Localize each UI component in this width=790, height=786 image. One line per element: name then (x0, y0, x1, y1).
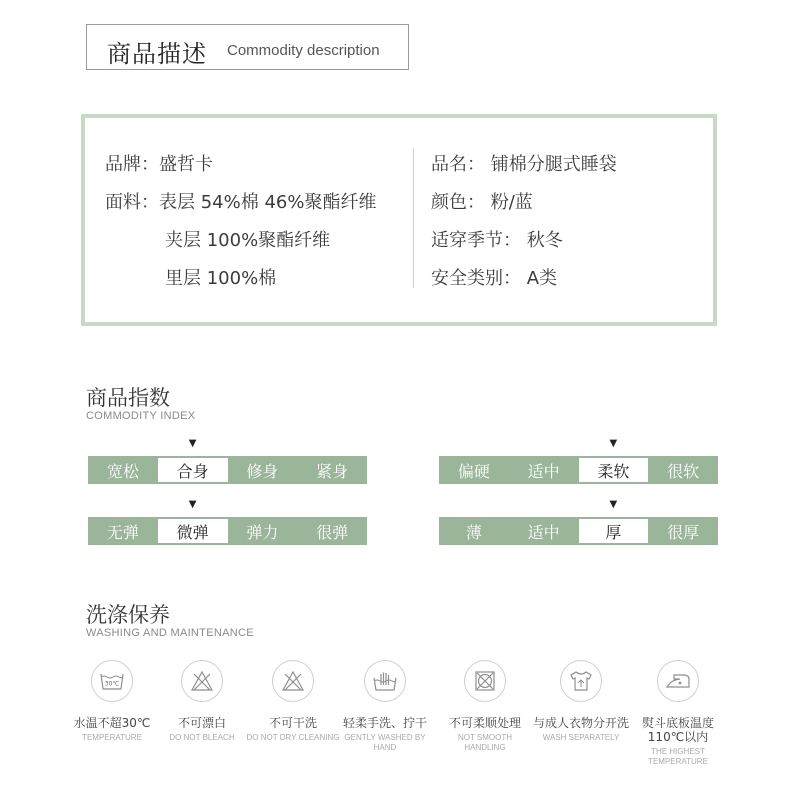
index-option-selected (579, 438, 649, 482)
no-tumble-icon (473, 669, 497, 693)
index-title: 商品指数 (86, 386, 170, 410)
index-option (88, 456, 158, 484)
care-label: 与成人衣物分开洗 (533, 716, 630, 730)
selection-marker-icon: ▼ (188, 499, 197, 510)
care-label-en: DO NOT DRY CLEANING (246, 733, 340, 742)
info-safety: 安全类别： A类 (431, 268, 558, 289)
index-option-label: 合身 (176, 461, 209, 481)
care-item-no-smooth (437, 660, 533, 753)
index-option-label: 紧身 (316, 461, 349, 481)
index-option-label: 修身 (246, 461, 279, 481)
care-item-iron (630, 660, 726, 767)
care-item-no-bleach (154, 660, 250, 743)
care-item-no-dry-clean (245, 660, 341, 743)
hand-wash-icon (372, 670, 398, 692)
index-option-label: 无弹 (106, 522, 139, 542)
care-subtitle: WASHING AND MAINTENANCE (86, 627, 254, 639)
index-option-label: 宽松 (106, 461, 139, 481)
care-label-en: THE HIGHEST TEMPERATURE (648, 747, 708, 766)
index-option-label: 薄 (465, 522, 482, 542)
selection-marker-icon: ▼ (609, 438, 618, 449)
index-bar-thickness (439, 499, 718, 545)
no-bleach-icon (190, 670, 214, 692)
care-label: 轻柔手洗、拧干 (342, 716, 427, 730)
index-option-label: 柔软 (597, 461, 630, 481)
index-option-label: 很软 (667, 461, 700, 481)
section-title: 商品描述 (107, 40, 207, 68)
product-info-box (81, 114, 717, 326)
care-circle (364, 660, 406, 702)
section-title-box (86, 24, 409, 70)
index-option-label: 偏硬 (457, 461, 490, 481)
care-label: 不可柔顺处理 (448, 716, 521, 730)
index-option (509, 517, 579, 545)
care-label-en: GENTLY WASHED BY HAND (344, 733, 426, 752)
index-option-label: 厚 (605, 522, 622, 542)
wash-30-icon (100, 671, 124, 691)
section-title-en: Commodity description (227, 42, 380, 59)
index-option (88, 517, 158, 545)
index-option-label: 很弹 (316, 522, 349, 542)
index-bar-softness (439, 438, 718, 484)
wash-temp-label: 30℃ (104, 680, 120, 688)
info-divider (413, 148, 414, 288)
care-title: 洗涤保养 (86, 603, 170, 627)
care-label: 不可干洗 (268, 716, 317, 730)
index-option (297, 517, 367, 545)
selection-marker-icon: ▼ (188, 438, 197, 449)
info-fabric: 面料：表层 54%棉 46%聚酯纤维 (105, 192, 377, 213)
selection-marker-icon: ▼ (609, 499, 618, 510)
info-season: 适穿季节： 秋冬 (431, 230, 563, 251)
care-label-en: WASH SEPARATELY (542, 733, 620, 742)
care-circle (181, 660, 223, 702)
index-option-selected (579, 499, 649, 543)
index-bar-fit (88, 438, 367, 484)
care-circle (560, 660, 602, 702)
info-product-name: 品名： 铺棉分腿式睡袋 (431, 154, 617, 175)
care-item-wash-separately (533, 660, 629, 743)
index-option-label: 微弹 (176, 522, 209, 542)
index-option (439, 517, 509, 545)
index-option-label: 很厚 (667, 522, 700, 542)
care-circle (657, 660, 699, 702)
index-option-label: 弹力 (246, 522, 279, 542)
care-label: 熨斗底板温度110℃以内 (641, 716, 714, 744)
index-option (297, 456, 367, 484)
info-fabric-inner: 里层 100%棉 (165, 268, 277, 289)
no-dry-clean-icon (281, 670, 305, 692)
index-option (439, 456, 509, 484)
care-label-en: DO NOT BLEACH (169, 733, 235, 742)
info-fabric-middle: 夹层 100%聚酯纤维 (165, 230, 331, 251)
index-option-label: 适中 (527, 522, 560, 542)
index-option-selected (158, 438, 228, 482)
care-item-temperature (64, 660, 160, 743)
care-label-en: NOT SMOOTH HANDLING (457, 733, 513, 752)
care-circle (464, 660, 506, 702)
index-option (228, 456, 298, 484)
index-option (228, 517, 298, 545)
index-option-label: 适中 (527, 461, 560, 481)
info-color: 颜色： 粉/蓝 (431, 192, 533, 213)
care-item-hand-wash (337, 660, 433, 753)
index-subtitle: COMMODITY INDEX (86, 410, 196, 422)
care-label: 不可漂白 (177, 716, 226, 730)
iron-icon (665, 671, 691, 691)
care-label: 水温不超30℃ (73, 716, 151, 730)
care-label-en: TEMPERATURE (82, 733, 142, 742)
index-option (648, 456, 718, 484)
care-circle (272, 660, 314, 702)
wash-separately-icon (568, 670, 594, 692)
info-brand: 品牌：盛哲卡 (105, 154, 213, 175)
index-option-selected (158, 499, 228, 543)
care-circle (91, 660, 133, 702)
index-option (648, 517, 718, 545)
index-bar-elasticity (88, 499, 367, 545)
index-option (509, 456, 579, 484)
